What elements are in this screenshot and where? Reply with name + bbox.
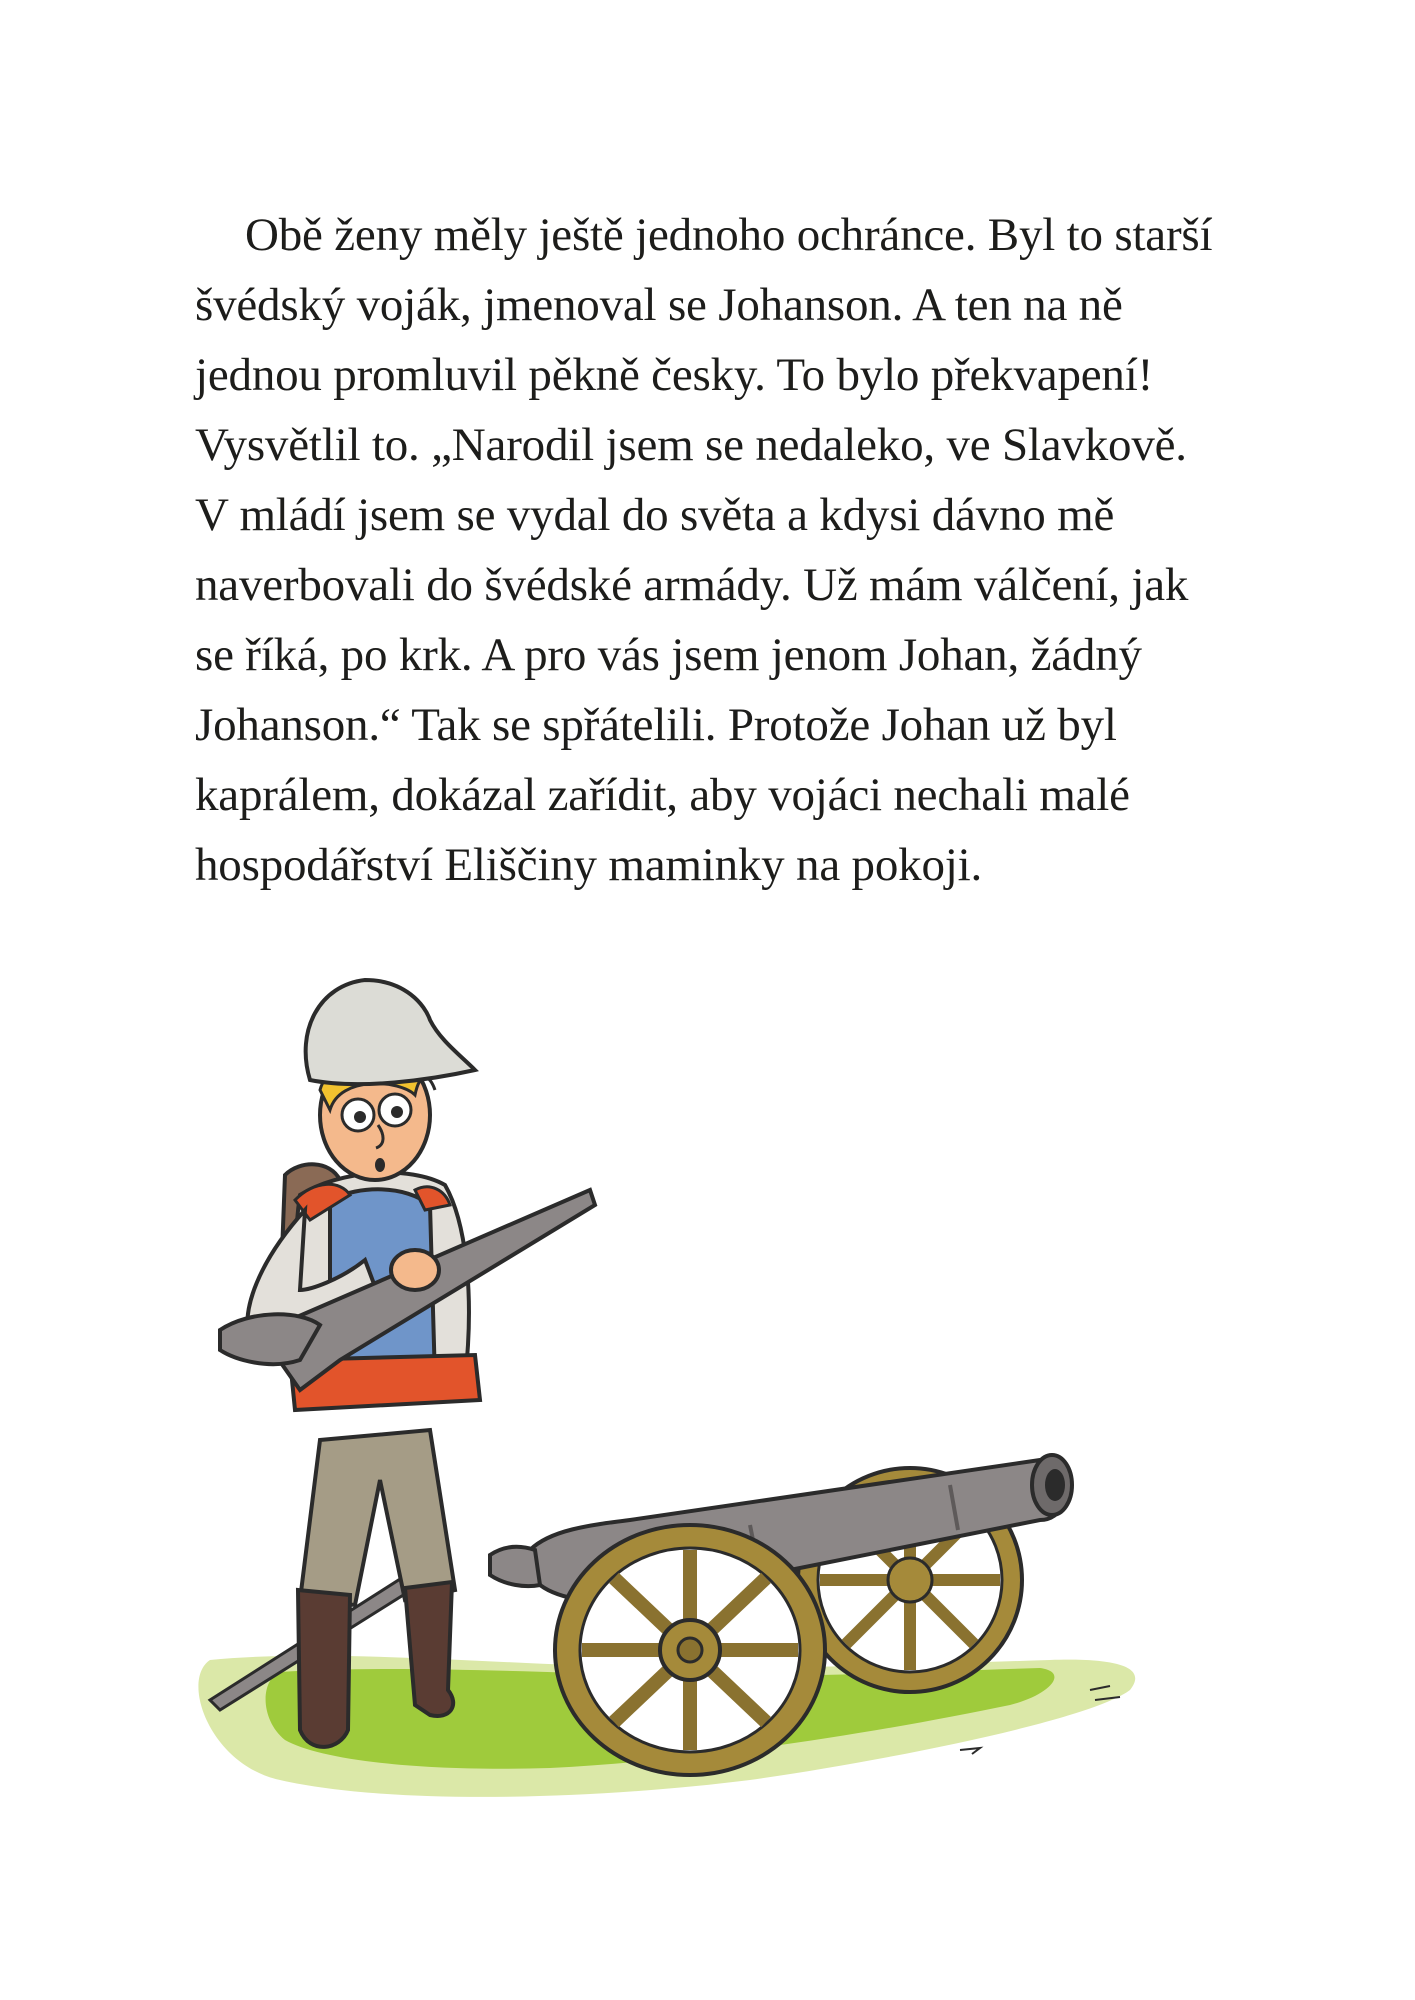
text-line: se říká, po krk. A pro vás jsem jenom Johan, žádný [195,629,1142,681]
text-line: Obě ženy měly ještě jednoho ochránce. Byl to starší [245,209,1213,261]
text-line: naverbovali do švédské armády. Už mám válčení, jak [195,559,1189,611]
text-line: švédský voják, jmenoval se Johanson. A ten na ně [195,279,1123,331]
cannon-front-wheel [555,1525,825,1775]
text-line: hospodářství Eliščiny maminky na pokoji. [195,839,983,891]
story-paragraph [195,200,1255,900]
soldier-cannon-illustration [190,960,1240,1860]
text-line: jednou promluvil pěkně česky. To bylo překvapení! [195,349,1154,401]
text-line: kaprálem, dokázal zařídit, aby vojáci nechali malé [195,769,1130,821]
text-line: Vysvětlil to. „Narodil jsem se nedaleko, ve Slavkově. [195,419,1187,471]
text-line: Johanson.“ Tak se spřátelili. Protože Johan už byl [195,699,1117,751]
text-line: V mládí jsem se vydal do světa a kdysi dávno mě [195,489,1115,541]
soldier [220,980,595,1747]
